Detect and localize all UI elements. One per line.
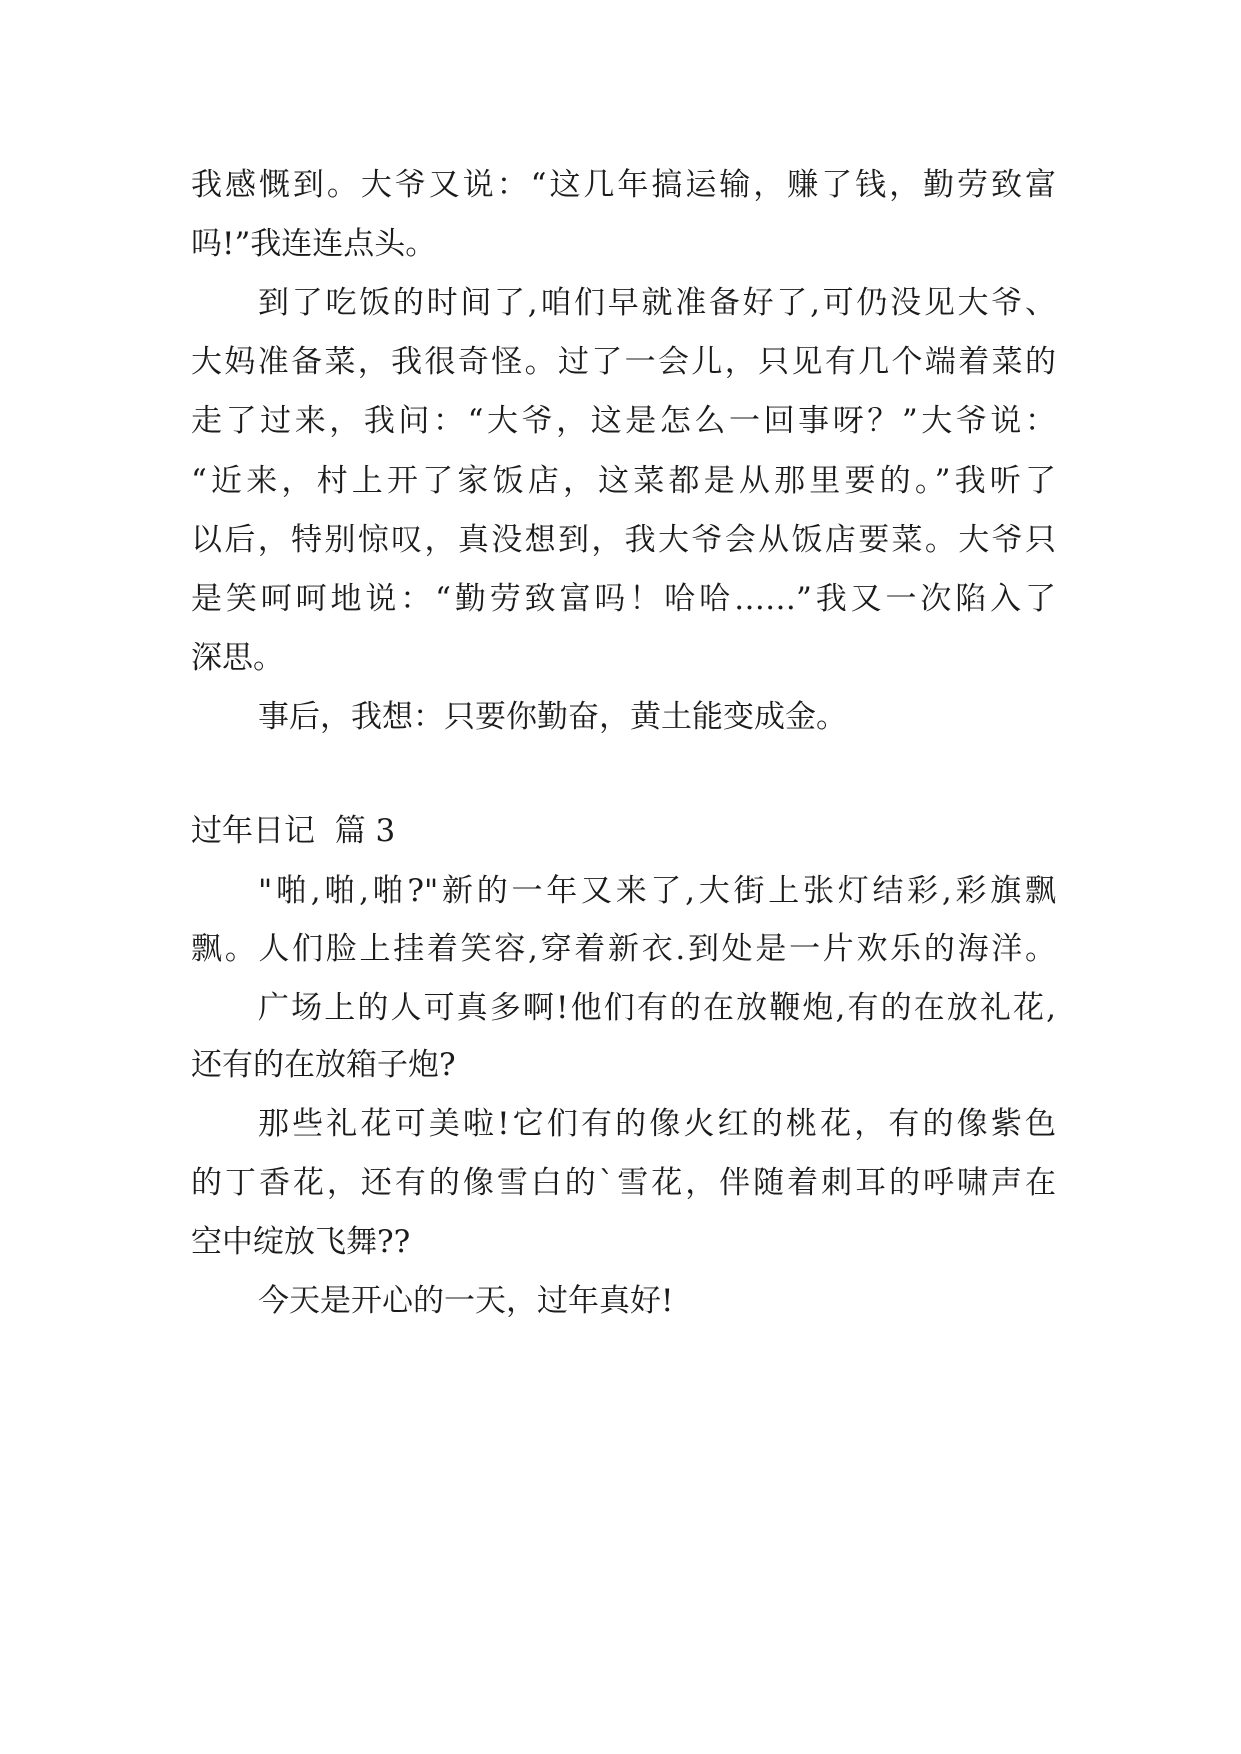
text-line: 以后，特别惊叹，真没想到，我大爷会从饭店要菜。大爷只 [191,522,1056,558]
section-heading: 过年日记 篇 3 [191,813,396,849]
text-line: 走了过来，我问：“大爷，这是怎么一回事呀？”大爷说： [191,403,1056,439]
text-line: 空中绽放飞舞?? [191,1224,411,1260]
text-line: 飘。人们脸上挂着笑容,穿着新衣.到处是一片欢乐的海洋。 [191,931,1056,967]
text-line: 大妈准备菜，我很奇怪。过了一会儿，只见有几个端着菜的 [191,344,1056,380]
text-line: 到了吃饭的时间了,咱们早就准备好了,可仍没见大爷、 [258,285,1056,321]
text-line: “近来，村上开了家饭店，这菜都是从那里要的。”我听了 [191,463,1056,499]
text-line: "啪,啪,啪?"新的一年又来了,大街上张灯结彩,彩旗飘 [258,873,1056,909]
text-line: 的丁香花，还有的像雪白的`雪花，伴随着刺耳的呼啸声在 [191,1165,1056,1201]
text-line: 是笑呵呵地说：“勤劳致富吗！哈哈……”我又一次陷入了 [191,581,1056,617]
text-line: 还有的在放箱子炮? [191,1047,456,1083]
text-line: 我感慨到。大爷又说：“这几年搞运输，赚了钱，勤劳致富 [191,167,1056,203]
text-line: 今天是开心的一天，过年真好! [258,1283,674,1319]
text-line: 那些礼花可美啦!它们有的像火红的桃花，有的像紫色 [258,1106,1056,1142]
text-line: 事后，我想：只要你勤奋，黄土能变成金。 [258,699,847,735]
text-line: 吗!”我连连点头。 [191,226,437,262]
text-line: 深思。 [191,640,284,676]
text-line: 广场上的人可真多啊!他们有的在放鞭炮,有的在放礼花, [258,990,1056,1026]
